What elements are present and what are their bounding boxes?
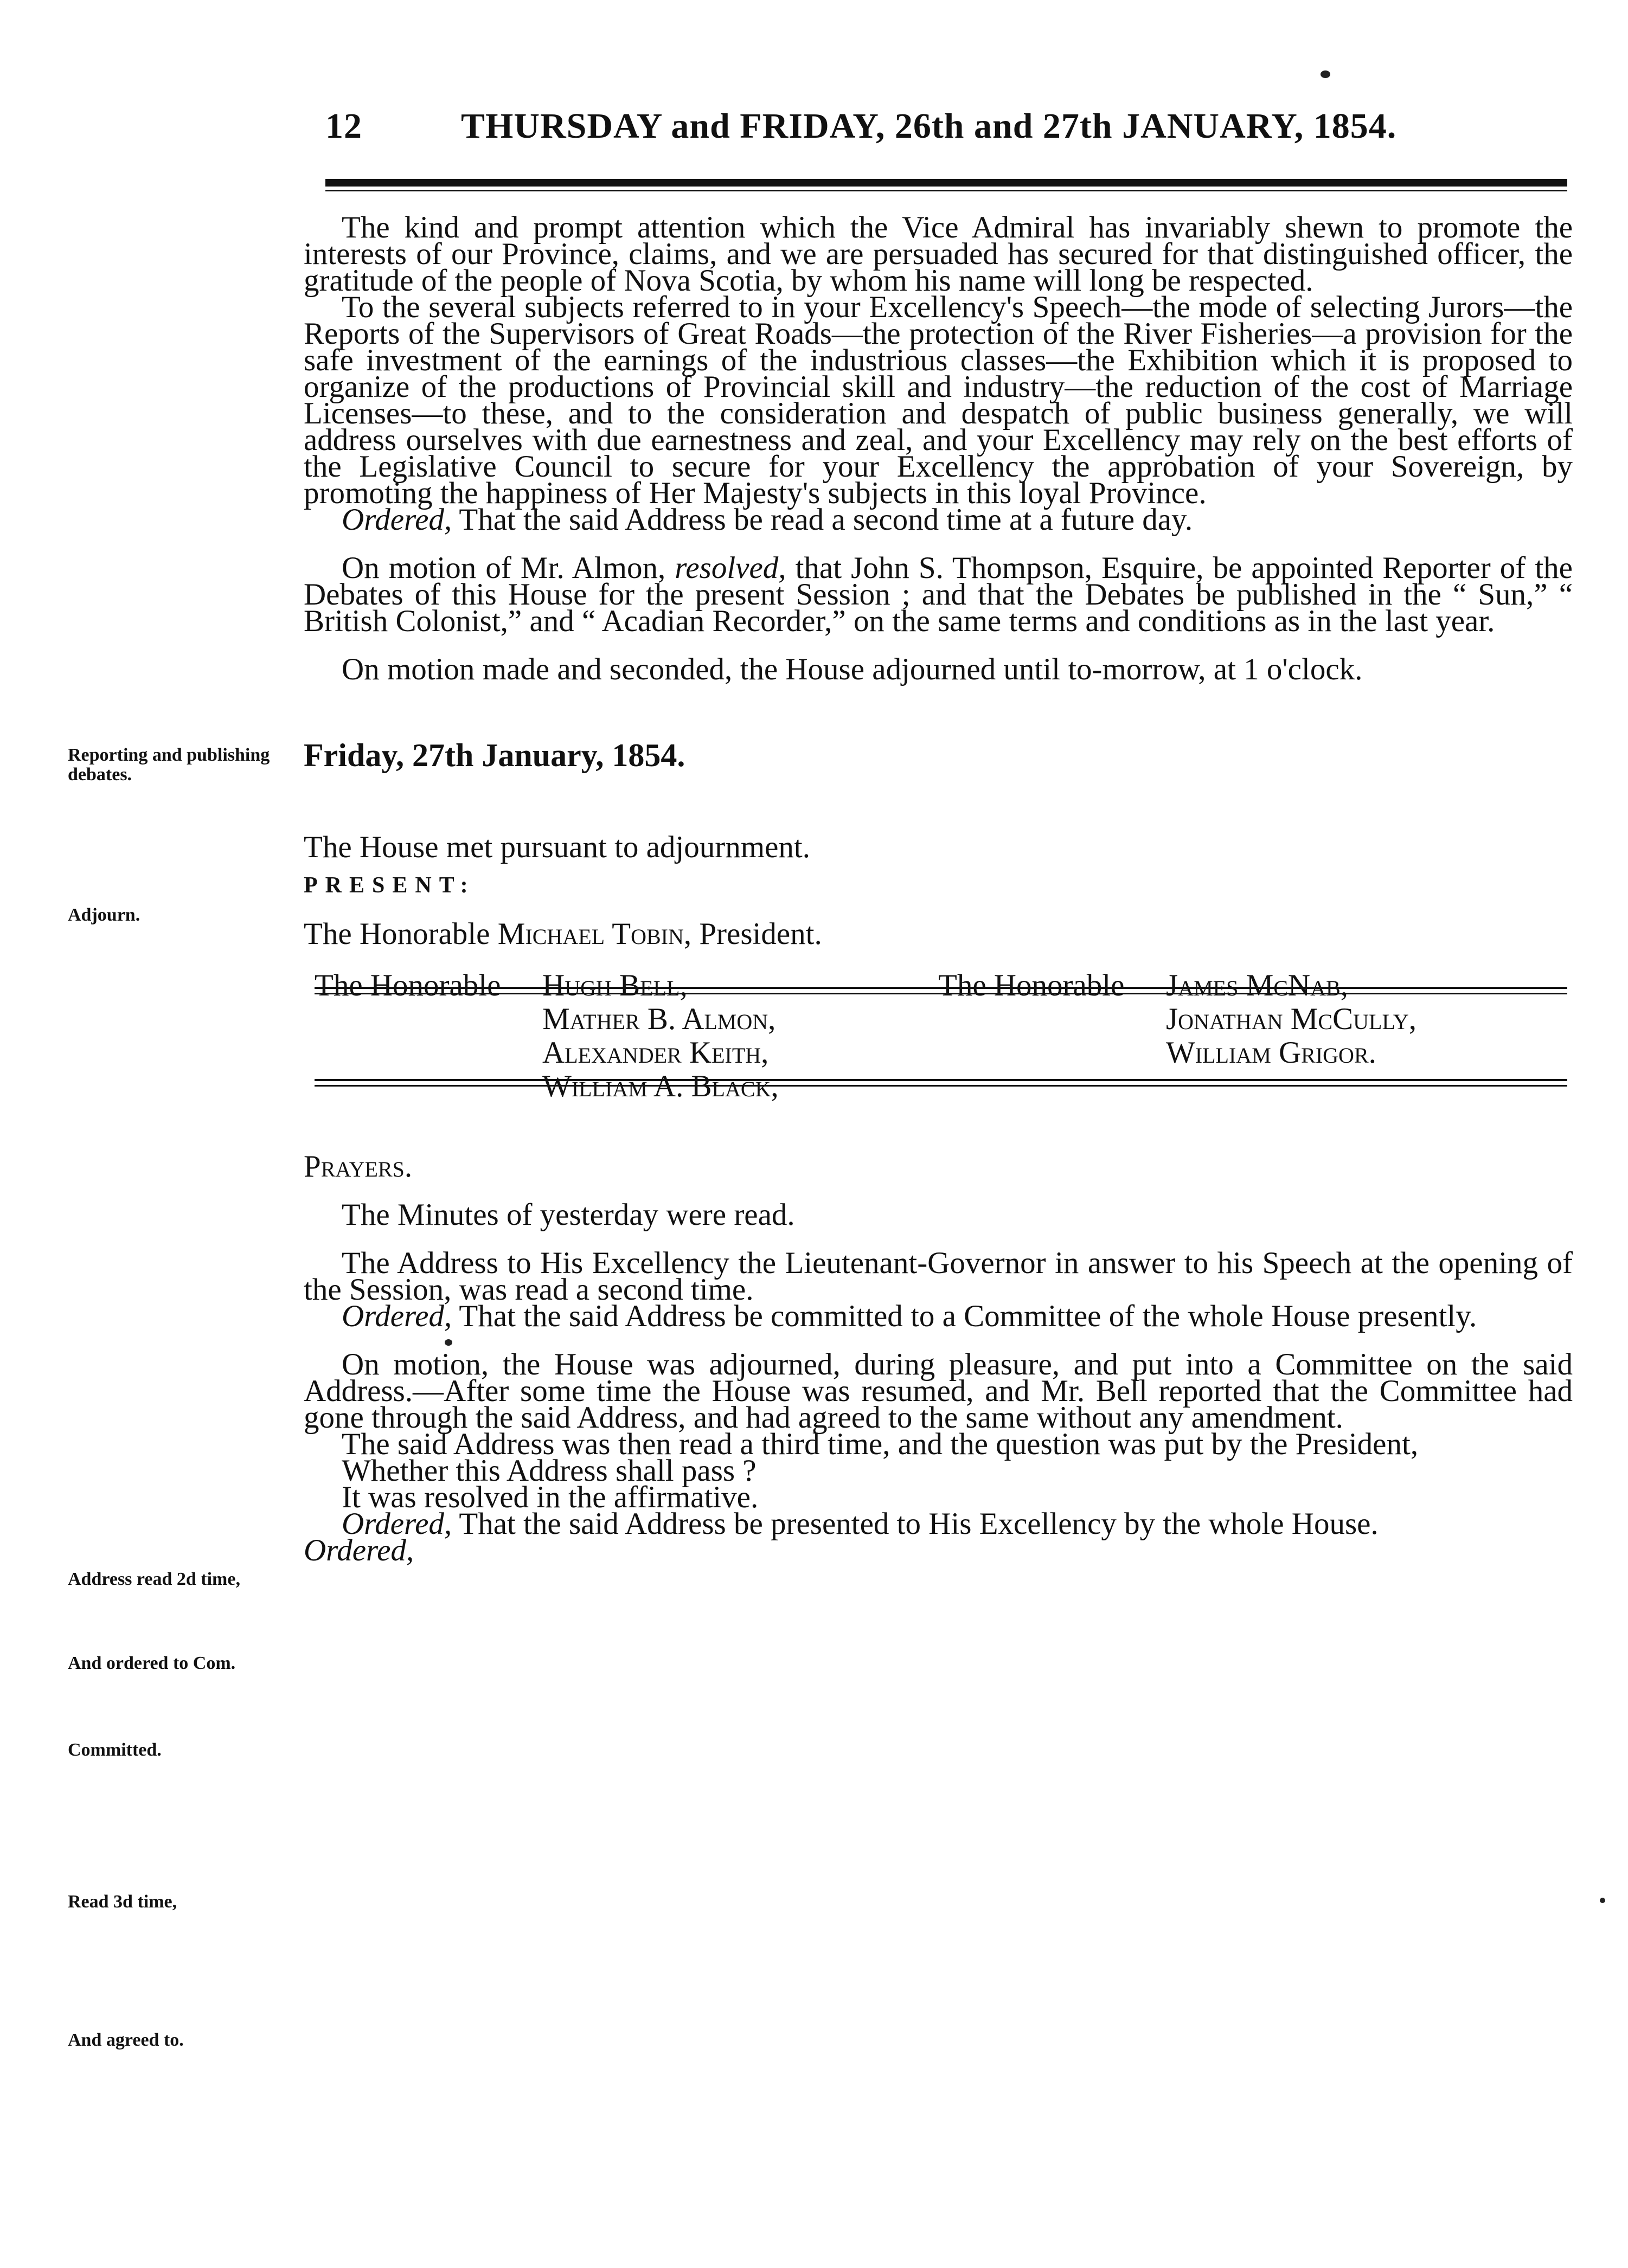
paragraph-adjourned: On motion made and seconded, the House adjourned until to-morrow, at 1 o'clock.: [342, 652, 1363, 686]
catchword-text: Ordered,: [304, 1533, 414, 1567]
ordered-emphasis: Ordered,: [342, 1299, 452, 1333]
margin-note-adjourn: Adjourn.: [68, 905, 140, 925]
paragraph-address-second: The Address to His Excellency the Lieutenant-Governor in answer to his Speech at the opening of the Session, was read a second time.: [304, 1246, 1573, 1307]
ordered-text: That the said Address be read a second time at a future day.: [452, 503, 1193, 537]
page-header: [325, 106, 1573, 147]
catchword: [304, 1533, 1573, 1567]
ordered-text: That the said Address be committed to a Committee of the whole House presently.: [452, 1299, 1477, 1333]
paragraph-third-reading: The said Address was then read a third time, and the question was put by the President,: [342, 1427, 1419, 1461]
present-heading: PRESENT:: [304, 873, 476, 898]
header-rule-thick: [325, 179, 1567, 187]
paragraph-vice-admiral: The kind and prompt attention which the Vice Admiral has invariably shewn to promote the interests of our Province, claims, and we are persuaded has secured for that distinguished officer, the gratitude of the people of Nova Scotia, by whom his name will long be respected.: [304, 210, 1573, 298]
scan-speck: [1600, 1898, 1605, 1903]
members-right-label: The Honorable: [938, 968, 1125, 1003]
scan-speck: [1321, 70, 1330, 78]
margin-note-reporting: Reporting and publishing debates.: [68, 745, 270, 785]
margin-note-read3: Read 3d time,: [68, 1892, 177, 1912]
members-left-label: The Honorable: [315, 968, 501, 1003]
prayers: Prayers.: [304, 1149, 413, 1184]
ordered-text: That the said Address be presented to His Excellency by the whole House.: [452, 1507, 1379, 1541]
paragraph-ordered-second-reading: [304, 503, 1573, 537]
house-met: The House met pursuant to adjournment.: [304, 830, 810, 864]
president-prefix: The Honorable: [304, 917, 498, 951]
paragraph-subjects: To the several subjects referred to in your Excellency's Speech—the mode of selecting Jurors—the Reports of the Supervisors of Great Roads—the protection of the River Fisheries—a provision for the safe investment of the earnings of the industrious classes—the Exhibition which it is proposed to organize of the productions of Provincial skill and industry—the reduction of the cost of Marriage Licenses—to these, and to the consideration and despatch of public business generally, we will address ourselves with due earnestness and zeal, and your Excellency may rely on the best efforts of the Legislative Council to secure for your Excellency the approbation of your Sovereign, by promoting the happiness of Her Majesty's subjects in this loyal Province.: [304, 290, 1573, 510]
paragraph-presented: [304, 1507, 1573, 1541]
member-name: William A. Black,: [542, 1069, 779, 1103]
page-number: 12: [325, 106, 362, 146]
question-line: Whether this Address shall pass ?: [342, 1454, 757, 1488]
margin-note-agreed: And agreed to.: [68, 2030, 184, 2050]
resolved-emphasis: resolved,: [675, 551, 786, 585]
paragraph-committee: On motion, the House was adjourned, during pleasure, and put into a Committee on the said Address.—After some time the House was resumed, and Mr. Bell reported that the Committee had gone through the said Address, and had agreed to the same without any amendment.: [304, 1347, 1573, 1435]
member-name: Hugh Bell,: [542, 968, 688, 1003]
paragraph-reporter-motion: [304, 551, 1573, 638]
header-rule-thin: [325, 190, 1567, 191]
president-suffix: , President.: [683, 917, 822, 951]
ordered-emphasis: Ordered,: [342, 1507, 452, 1541]
member-name: James McNab,: [1166, 968, 1348, 1003]
resolved-line: It was resolved in the affirmative.: [342, 1480, 759, 1514]
section-rule-bottom: [315, 1079, 1567, 1087]
motion-text-b: that John S. Thompson, Esquire, be appointed Reporter of the Debates of this House for the present Session ; and that the Debates be published in the “ Sun,” “ British Colonist,” and “ Acadian Recorder,” on the same terms and conditions as in the last year.: [304, 551, 1573, 638]
scan-speck: [445, 1339, 452, 1346]
margin-note-committed: Committed.: [68, 1740, 162, 1760]
section-rule-top: [315, 987, 1567, 994]
minutes-read: The Minutes of yesterday were read.: [342, 1198, 795, 1232]
member-name: Mather B. Almon,: [542, 1002, 776, 1036]
president-line: [304, 917, 1573, 951]
paragraph-ordered-committed: [304, 1299, 1573, 1333]
body-text: [304, 210, 1573, 1567]
members-right-column: [938, 969, 1417, 1070]
president-name: Michael Tobin: [497, 917, 684, 951]
motion-text-a: On motion of Mr. Almon,: [342, 551, 675, 585]
member-name: Alexander Keith,: [542, 1036, 769, 1070]
margin-note-ordered-com: And ordered to Com.: [68, 1653, 236, 1673]
margin-note-address-read: Address read 2d time,: [68, 1569, 240, 1589]
member-name: Jonathan McCully,: [1166, 1002, 1417, 1036]
header-title: THURSDAY and FRIDAY, 26th and 27th JANUARY, 1854.: [461, 106, 1397, 146]
ordered-emphasis: Ordered,: [342, 503, 452, 537]
day-title: Friday, 27th January, 1854.: [304, 737, 685, 773]
member-name: William Grigor.: [1166, 1036, 1376, 1070]
